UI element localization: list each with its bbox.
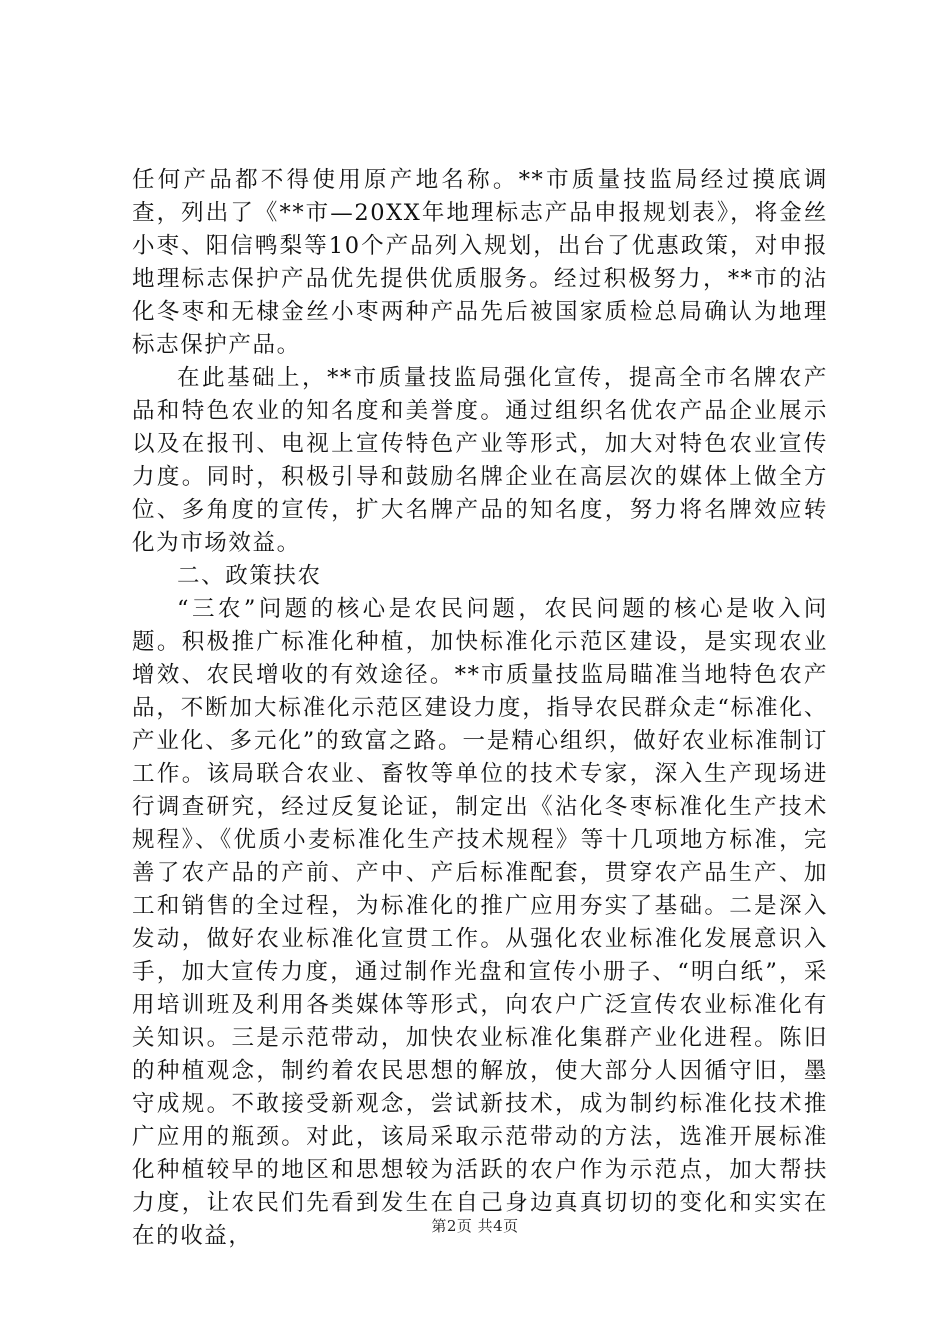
document-body [132, 164, 828, 1253]
paragraph-1: 任何产品都不得使用原产地名称。**市质量技监局经过摸底调查，列出了《**市—20XX年地理标志产品申报规划表》，将金丝小枣、阳信鸭梨等10个产品列入规划，出台了优惠政策，对申报地理标志保护产品优先提供优质服务。经过积极努力，**市的沾化冬枣和无棣金丝小枣两种产品先后被国家质检总局确认为地理标志保护产品。 [132, 167, 828, 358]
paragraph-2: 在此基础上，**市质量技监局强化宣传，提高全市名牌农产品和特色农业的知名度和美誉度。通过组织名优农产品企业展示以及在报刊、电视上宣传特色产业等形式，加大对特色农业宣传力度。同时，积极引导和鼓励名牌企业在高层次的媒体上做全方位、多角度的宣传，扩大名牌产品的知名度，努力将名牌效应转化为市场效益。 [132, 365, 828, 556]
paragraph-3: “三农”问题的核心是农民问题，农民问题的核心是收入问题。积极推广标准化种植，加快标准化示范区建设，是实现农业增效、农民增收的有效途径。**市质量技监局瞄准当地特色农产品，不断加大标准化示范区建设力度，指导农民群众走“标准化、产业化、多元化”的致富之路。一是精心组织，做好农业标准制订工作。该局联合农业、畜牧等单位的技术专家，深入生产现场进行调查研究，经过反复论证，制定出《沾化冬枣标准化生产技术规程》、《优质小麦标准化生产技术规程》等十几项地方标准，完善了农产品的产前、产中、产后标准配套，贯穿农产品生产、加工和销售的全过程，为标准化的推广应用夯实了基础。二是深入发动，做好农业标准化宣贯工作。从强化农业标准化发展意识入手，加大宣传力度，通过制作光盘和宣传小册子、“明白纸”，采用培训班及利用各类媒体等形式，向农户广泛宣传农业标准化有关知识。三是示范带动，加快农业标准化集群产业化进程。陈旧的种植观念，制约着农民思想的解放，使大部分人因循守旧，墨守成规。不敢接受新观念，尝试新技术，成为制约标准化技术推广应用的瓶颈。对此，该局采取示范带动的方法，选准开展标准化种植较早的地区和思想较为活跃的农户作为示范点，加大帮扶力度，让农民们先看到发生在自己身边真真切切的变化和实实在在的收益， [132, 596, 828, 1249]
page-footer: 第2页 共4页 [431, 1217, 519, 1235]
section-heading: 二、政策扶农 [177, 563, 322, 589]
